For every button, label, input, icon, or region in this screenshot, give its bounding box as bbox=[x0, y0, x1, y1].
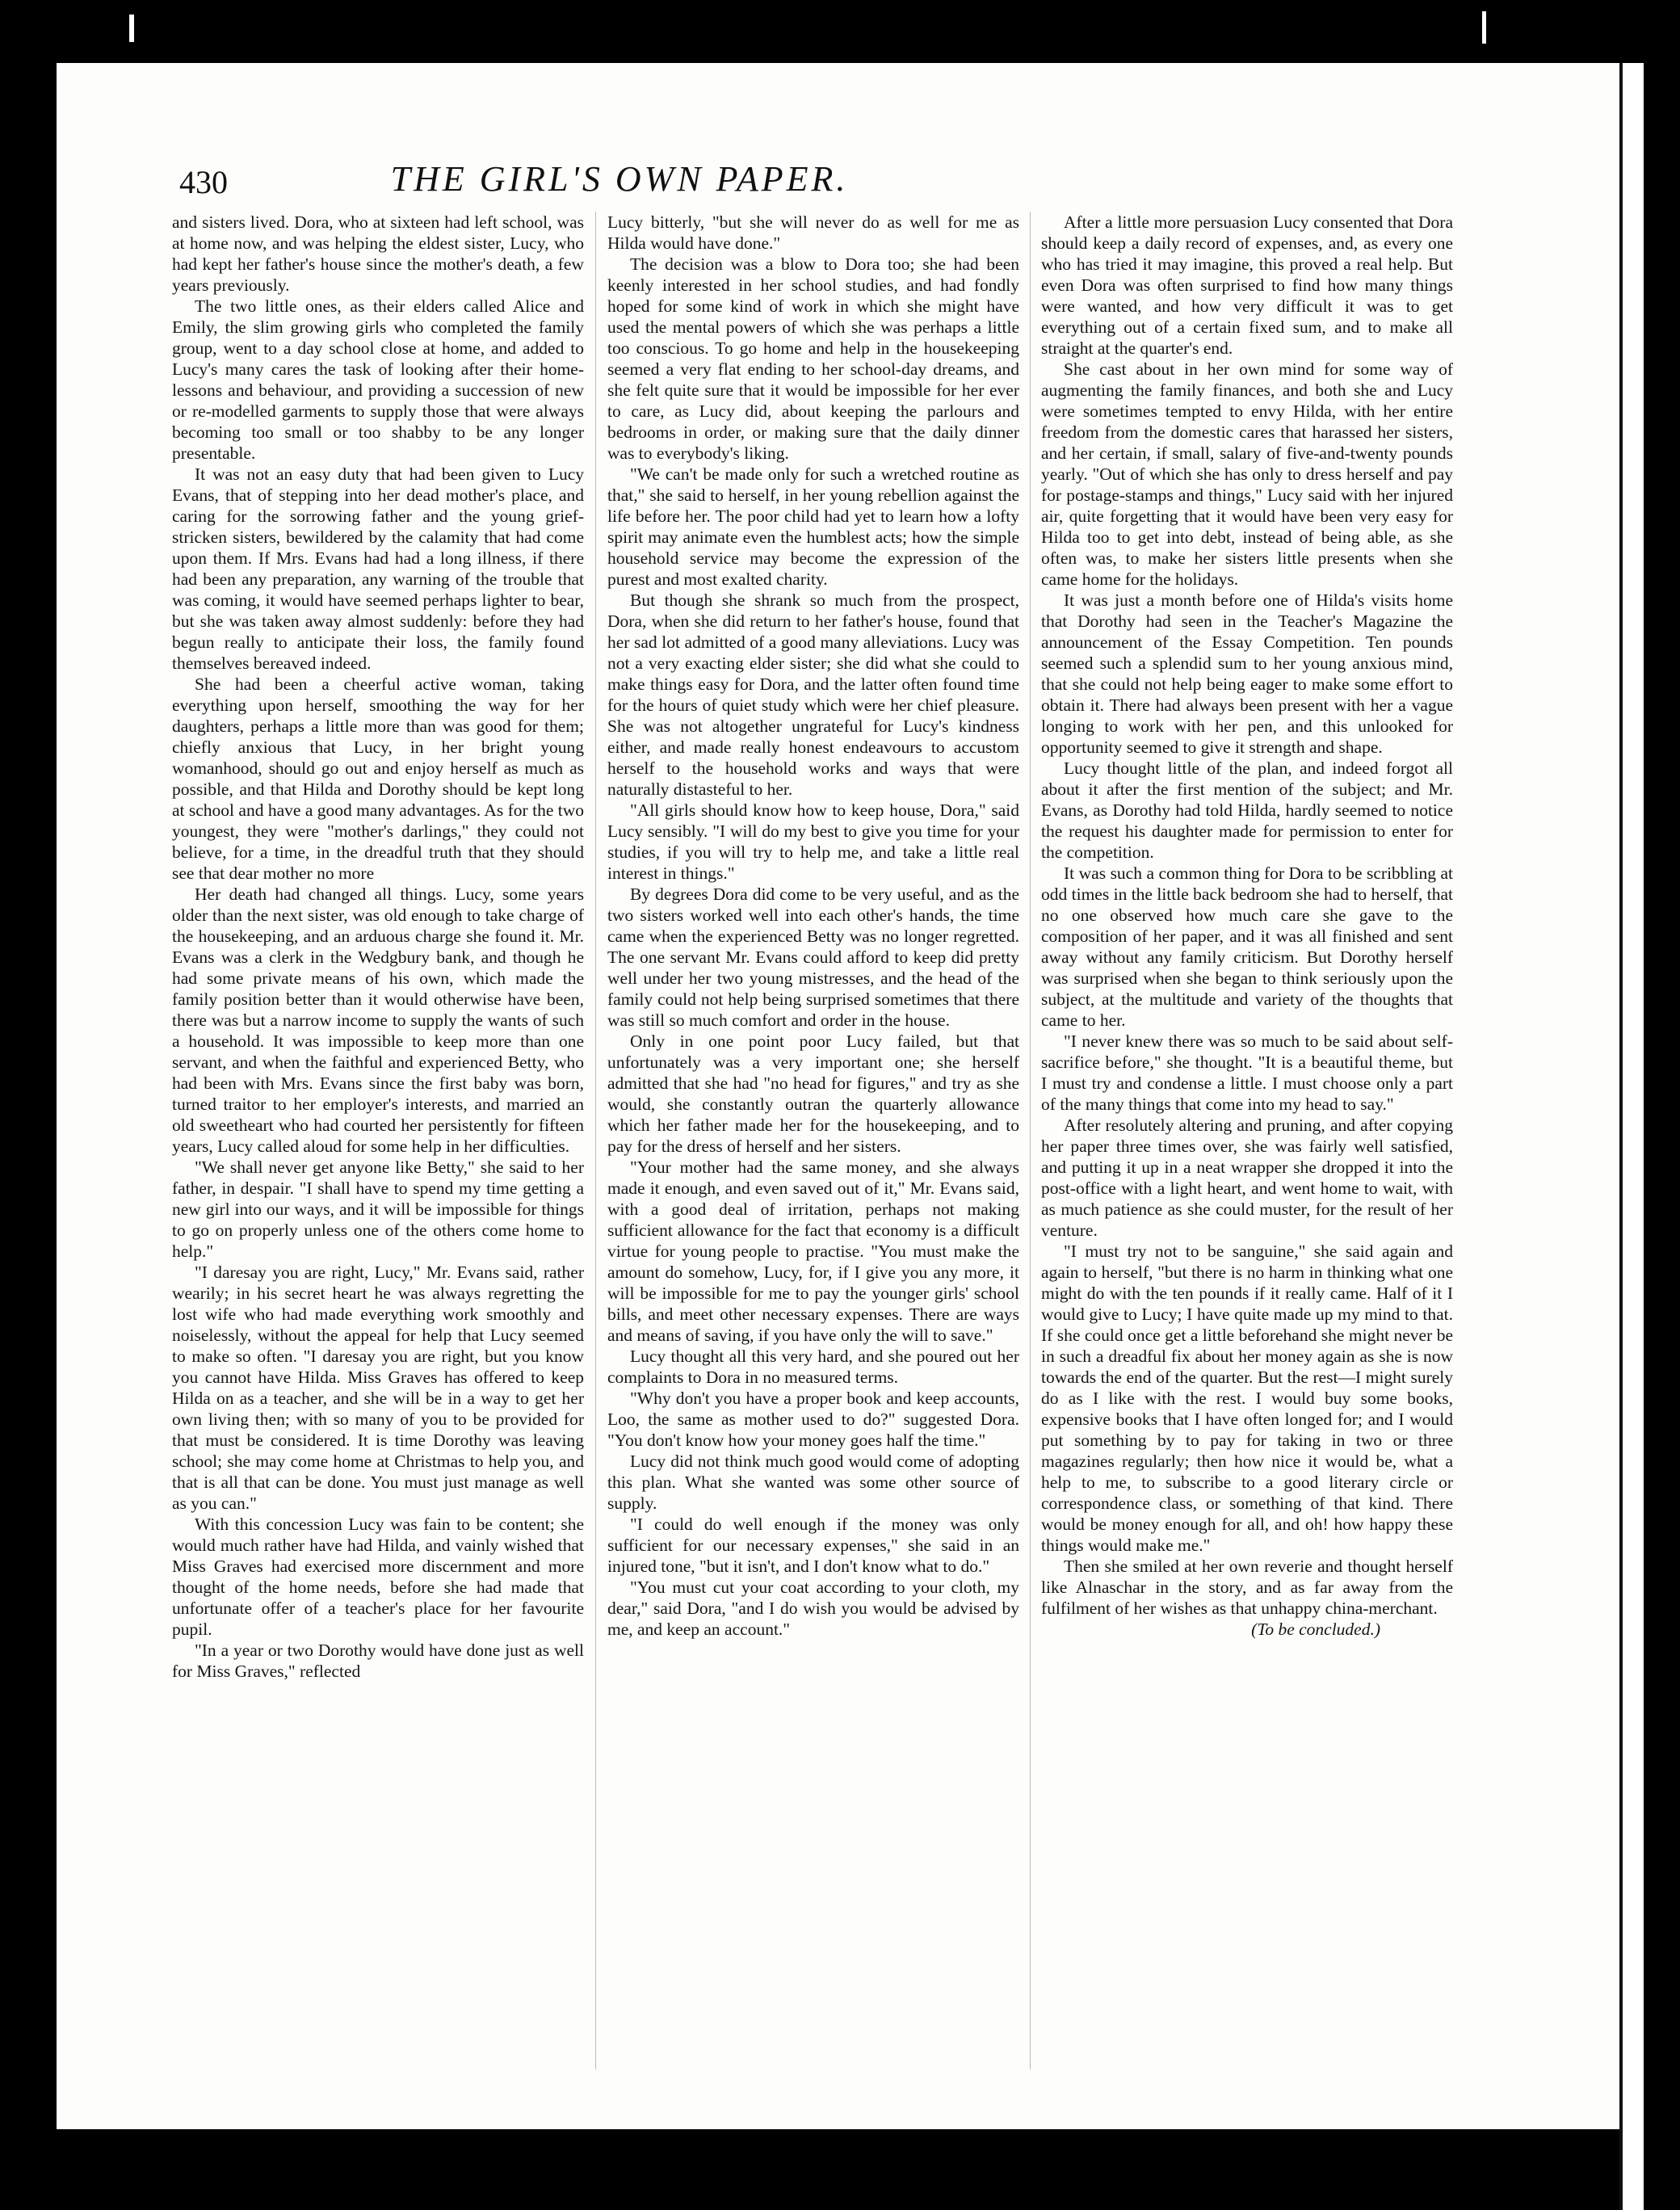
paragraph: Lucy bitterly, "but she will never do as well for me as Hilda would have done." bbox=[607, 212, 1019, 253]
paragraph: "We shall never get anyone like Betty," she said to her father, in despair. "I shall have to spend my time getting a new girl into our ways, and it will be impossible for things to go on properly unless one of the others come home to help." bbox=[172, 1158, 584, 1261]
paragraph: But though she shrank so much from the prospect, Dora, when she did return to her father's house, found that her sad lot admitted of a good many alleviations. Lucy was not a very exacting elder sister; she did what she could to make things easy for Dora, and the latter often found time for the hours of quiet study which were her chief pleasure. She was not altogether ungrateful for Lucy's kindness either, and made really honest endeavours to accustom herself to the household works and ways that were naturally distasteful to her. bbox=[607, 590, 1019, 799]
paragraph: By degrees Dora did come to be very useful, and as the two sisters worked well into each other's hands, the time came when the experienced Betty was no longer regretted. The one servant Mr. Evans could afford to keep did pretty well under her two young mistresses, and the head of the family could not help being surprised sometimes that there was still so much comfort and order in the house. bbox=[607, 884, 1019, 1030]
next-page-edge bbox=[1619, 63, 1644, 2210]
column-rule-2 bbox=[1030, 212, 1031, 2069]
paragraph: The decision was a blow to Dora too; she had been keenly interested in her school studies, and had fondly hoped for some kind of work in which she might have used the mental powers of which she was perhaps a little too conscious. To go home and help in the housekeeping seemed a very flat ending to her school-day dreams, and she felt quite sure that it would be impossible for her ever to care, as Lucy did, about keeping the parlours and bedrooms in order, or making sure that the daily dinner was to everybody's liking. bbox=[607, 254, 1019, 463]
scan-mark-right bbox=[1482, 11, 1486, 44]
to-be-concluded-note: (To be concluded.) bbox=[1251, 1620, 1380, 1639]
paragraph: "In a year or two Dorothy would have done just as well for Miss Graves," reflected bbox=[172, 1641, 584, 1681]
paragraph: Lucy thought all this very hard, and she poured out her complaints to Dora in no measured terms. bbox=[607, 1347, 1019, 1387]
paragraph: She had been a cheerful active woman, taking everything upon herself, smoothing the way for her daughters, perhaps a little more than was good for them; chiefly anxious that Lucy, in her bright young womanhood, should go out and enjoy herself as much as possible, and that Hilda and Dorothy should be kept long at school and have a good many advantages. As for the two youngest, they were "mother's darlings," they could not believe, for a time, in the dreadful truth that they should see that dear mother no more bbox=[172, 674, 584, 883]
paragraph: "I daresay you are right, Lucy," Mr. Evans said, rather wearily; in his secret heart he was always regretting the lost wife who had made everything work smoothly and noiselessly, without the appeal for help that Lucy seemed to make so often. "I daresay you are right, but you know you cannot have Hilda. Miss Graves has offered to keep Hilda on as a teacher, and she will be in a way to get her own living then; with so many of you to be provided for that must be considered. It is time Dorothy was leaving school; she may come home at Christmas to help you, and that is all that can be done. You must just manage as well as you can." bbox=[172, 1263, 584, 1513]
paragraph: "We can't be made only for such a wretched routine as that," she said to herself, in her young rebellion against the life before her. The poor child had yet to learn how a lofty spirit may animate even the humblest acts; how the simple household service may become the expression of the purest and most exalted charity. bbox=[607, 464, 1019, 589]
running-title: THE GIRL'S OWN PAPER. bbox=[390, 159, 849, 199]
paragraph: With this concession Lucy was fain to be content; she would much rather have had Hilda, and vainly wished that Miss Graves had exercised more discernment and more thought of the home needs, before she had made that unfortunate offer of a teacher's place for her favourite pupil. bbox=[172, 1515, 584, 1639]
page-number: 430 bbox=[179, 164, 228, 200]
paragraph: After a little more persuasion Lucy consented that Dora should keep a daily record of expenses, and, as every one who has tried it may imagine, this proved a real help. But even Dora was often surprised to find how many things were wanted, and how very difficult it was to get everything out of a certain fixed sum, and to make all straight at the quarter's end. bbox=[1041, 212, 1453, 358]
paragraph: "All girls should know how to keep house, Dora," said Lucy sensibly. "I will do my best to give you time for your studies, if you will try to help me, and take a little real interest in things." bbox=[607, 800, 1019, 883]
text-column-1 bbox=[172, 212, 584, 2061]
text-column-3 bbox=[1041, 212, 1453, 2061]
paragraph: Then she smiled at her own reverie and thought herself like Alnaschar in the story, and as far away from the fulfilment of her wishes as that unhappy china-merchant. bbox=[1041, 1557, 1453, 1618]
paragraph: "You must cut your coat according to your cloth, my dear," said Dora, "and I do wish you would be advised by me, and keep an account." bbox=[607, 1578, 1019, 1639]
scan-border-bottom bbox=[0, 2129, 1619, 2210]
paragraph: "Your mother had the same money, and she always made it enough, and even saved out of it," Mr. Evans said, with a good deal of irritation, perhaps not making sufficient allowance for the fact that economy is a difficult virtue for young people to practise. "You must make the amount do somehow, Lucy, for, if I give you any more, it will be impossible for me to pay the younger girls' school bills, and meet other necessary expenses. There are ways and means of saving, if you have only the will to save." bbox=[607, 1158, 1019, 1345]
paragraph: It was not an easy duty that had been given to Lucy Evans, that of stepping into her dead mother's place, and caring for the sorrowing father and the young grief-stricken sisters, bewildered by the calamity that had come upon them. If Mrs. Evans had had a long illness, if there had been any preparation, any warning of the trouble that was coming, it would have seemed perhaps lighter to bear, but she was taken away almost suddenly: before they had begun really to anticipate their loss, the family found themselves bereaved indeed. bbox=[172, 464, 584, 673]
paragraph: Lucy thought little of the plan, and indeed forgot all about it after the first mention of the subject; and Mr. Evans, as Dorothy had told Hilda, hardly seemed to notice the request his daughter made for permission to enter for the competition. bbox=[1041, 758, 1453, 862]
paragraph: "I never knew there was so much to be said about self-sacrifice before," she thought. "It is a beautiful theme, but I must try and condense a little. I must choose only a part of the many things that come into my head to say." bbox=[1041, 1031, 1453, 1114]
paragraph: It was just a month before one of Hilda's visits home that Dorothy had seen in the Teacher's Magazine the announcement of the Essay Competition. Ten pounds seemed such a splendid sum to her young anxious mind, that she could not help being eager to make some effort to obtain it. There had always been present with her a vague longing to work with her pen, and this unlooked for opportunity seemed to give it strength and shape. bbox=[1041, 590, 1453, 757]
text-column-2 bbox=[607, 212, 1019, 2061]
paragraph: and sisters lived. Dora, who at sixteen had left school, was at home now, and was helping the eldest sister, Lucy, who had kept her father's house since the mother's death, a few years previously. bbox=[172, 212, 584, 295]
page-header bbox=[179, 158, 1060, 204]
paragraph: Lucy did not think much good would come of adopting this plan. What she wanted was some other source of supply. bbox=[607, 1452, 1019, 1513]
paragraph: "I could do well enough if the money was only sufficient for our necessary expenses," she said in an injured tone, "but it isn't, and I don't know what to do." bbox=[607, 1515, 1019, 1576]
paragraph: Only in one point poor Lucy failed, but that unfortunately was a very important one; she herself admitted that she had "no head for figures," and try as she would, she constantly outran the quarterly allowance which her father made her for the housekeeping, and to pay for the dress of herself and her sisters. bbox=[607, 1031, 1019, 1156]
paragraph: She cast about in her own mind for some way of augmenting the family finances, and both she and Lucy were sometimes tempted to envy Hilda, with her entire freedom from the domestic cares that harassed her sisters, and her certain, if small, salary of five-and-twenty pounds yearly. "Out of which she has only to dress herself and pay for postage-stamps and things," Lucy said with her injured air, quite forgetting that it would have been very easy for Hilda too to get into debt, instead of being able, as she often was, to make her sisters little presents when she came home for the holidays. bbox=[1041, 359, 1453, 589]
paragraph: The two little ones, as their elders called Alice and Emily, the slim growing girls who completed the family group, went to a day school close at home, and added to Lucy's many cares the task of looking after their home-lessons and behaviour, and providing a succession of new or re-modelled garments to supply those that were always becoming too small or too shabby to be any longer presentable. bbox=[172, 296, 584, 463]
column-rule-1 bbox=[595, 212, 596, 2069]
scan-mark-left bbox=[129, 15, 134, 42]
paragraph: "I must try not to be sanguine," she said again and again to herself, "but there is no harm in thinking what one might do with the ten pounds if it really came. Half of it I would give to Lucy; I have quite made up my mind to that. If she could once get a little beforehand she might never be in such a dreadful fix about her money again as she is now towards the end of the quarter. But the rest—I might surely do as I like with the rest. I would buy some books, expensive books that I have often longed for; and I would put something by to pay for taking in two or three magazines regularly; then how nice it would be, what a help to me, to subscribe to a good literary circle or correspondence class, or something of that kind. There would be money enough for all, and oh! how happy these things would make me." bbox=[1041, 1242, 1453, 1555]
paragraph: After resolutely altering and pruning, and after copying her paper three times over, she was fairly well satisfied, and putting it up in a neat wrapper she dropped it into the post-office with a light heart, and went home to wait, with as much patience as she could muster, for the result of her venture. bbox=[1041, 1116, 1453, 1240]
paragraph: It was such a common thing for Dora to be scribbling at odd times in the little back bedroom she had to herself, that no one observed how much care she gave to the composition of her paper, and it was all finished and sent away without any family criticism. But Dorothy herself was surprised when she began to think seriously upon the subject, at the multitude and variety of the thoughts that came to her. bbox=[1041, 863, 1453, 1030]
paragraph: Her death had changed all things. Lucy, some years older than the next sister, was old enough to take charge of the housekeeping, and an arduous charge she found it. Mr. Evans was a clerk in the Wedgbury bank, and though he had some private means of his own, which made the family position better than it would otherwise have been, there was but a narrow income to supply the wants of such a household. It was impossible to keep more than one servant, and when the faithful and experienced Betty, who had been with Mrs. Evans since the first baby was born, turned traitor to her employer's interests, and married an old sweetheart who had courted her persistently for fifteen years, Lucy called aloud for some help in her difficulties. bbox=[172, 884, 584, 1156]
paragraph: "Why don't you have a proper book and keep accounts, Loo, the same as mother used to do?" suggested Dora. "You don't know how your money goes half the time." bbox=[607, 1389, 1019, 1450]
